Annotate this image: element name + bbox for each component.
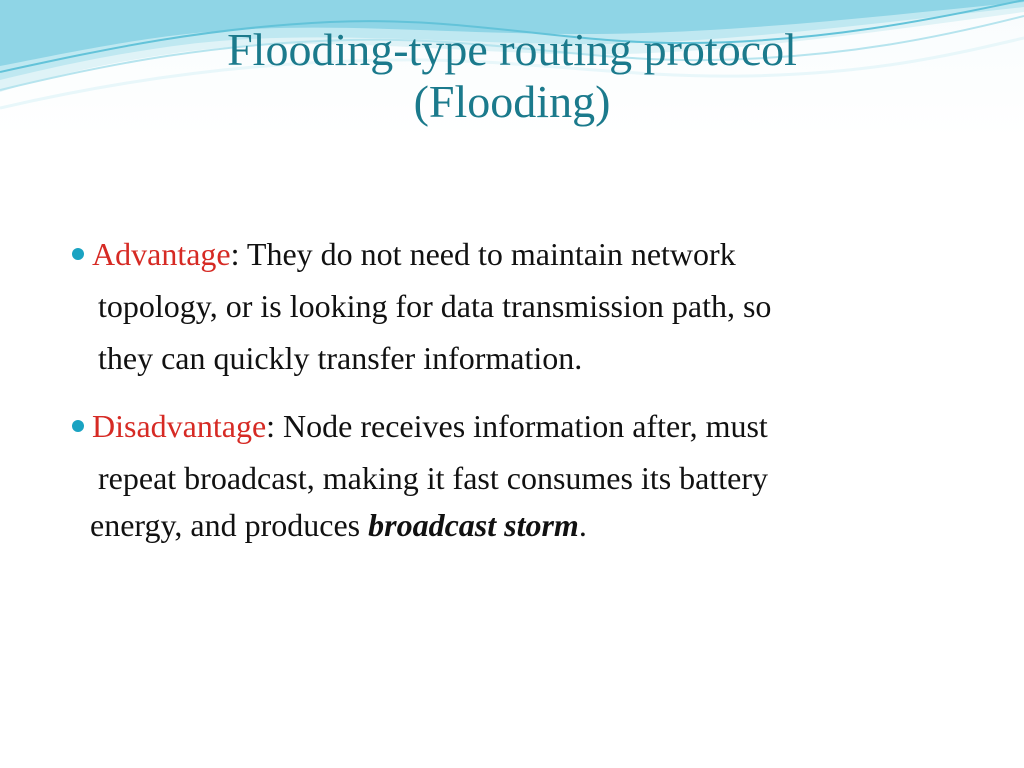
advantage-line-1 (64, 228, 964, 280)
disadvantage-line-1 (64, 400, 964, 452)
advantage-line-3: they can quickly transfer information. (98, 340, 583, 376)
advantage-text-1: : They do not need to maintain network (230, 236, 736, 272)
disadvantage-term: Disadvantage (92, 408, 267, 444)
disadvantage-text-1: : Node receives information after, must (266, 408, 768, 444)
disadvantage-text-3-suffix: . (578, 507, 587, 543)
disadvantage-bullet (64, 400, 964, 546)
slide-body (64, 228, 964, 546)
broadcast-storm-emphasis: broadcast storm (368, 507, 579, 543)
title-line-1: Flooding-type routing protocol (227, 24, 797, 75)
advantage-line-2: topology, or is looking for data transmission path, so (98, 288, 772, 324)
title-line-2: (Flooding) (413, 76, 611, 127)
bullet-dot-icon (72, 420, 84, 432)
advantage-bullet (64, 228, 964, 384)
disadvantage-line-2: repeat broadcast, making it fast consumes its battery (98, 460, 769, 496)
bullet-dot-icon (72, 248, 84, 260)
advantage-term: Advantage (92, 236, 231, 272)
disadvantage-text-3-prefix: energy, and produces (90, 507, 369, 543)
disadvantage-line-3 (64, 504, 964, 546)
slide-title (0, 24, 1024, 128)
